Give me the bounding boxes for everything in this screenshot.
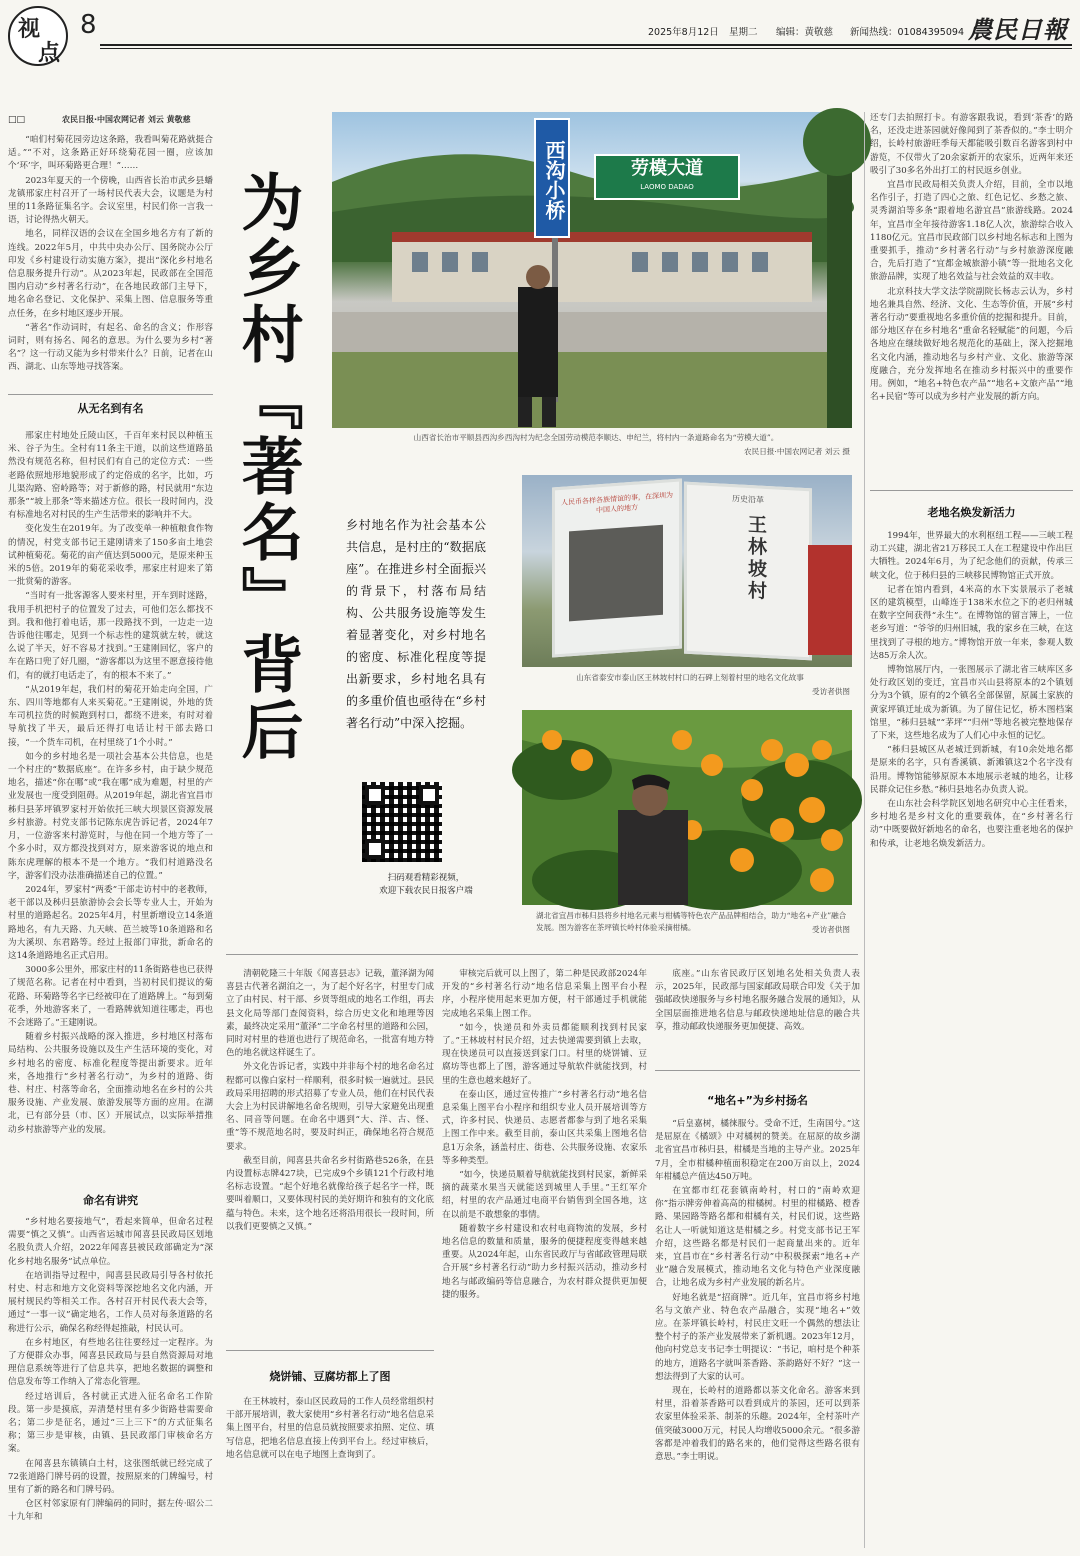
paragraph: 还专门去拍照打卡。有游客跟我说，看到‘茶香’的路名，还没走进茶园就好像闻到了茶香似的。”李士明介绍，长岭村旅游旺季每天都能吸引数百名游客到村中游览，不仅带火了20余家新开的农家乐，近两年来还吸引了30多名外出打工的村民返乡创业。 xyxy=(870,113,1073,176)
lede: 乡村地名作为社会基本公共信息，是村庄的“数据底座”。在推进乡村全面振兴的背景下，村落布局结构、公共服务设施等发生着显著变化，对乡村地名的密度、标准化程度等提出新要求，乡村地名具有的多重价值也亟待在“乡村著名行动”中深入挖掘。 xyxy=(346,518,486,730)
paragraph: “当时有一批客源客人要来村里，开车到时迷路，我用手机把村子的位置发了过去，可他们怎么都找不到。我和他打着电话，那一段路找不到，一边走一边告诉他往哪走，见到一个标志性的建筑就左转，就这么说了半天，好不容易才找到。”王建刚回忆，客户的车在路口兜了好几圈，“游客都以为这里不愿意接待他们，有的就打电话走了，有的根本不来了。” xyxy=(8,591,213,681)
body-column-4 xyxy=(655,968,860,1058)
orange-photo-caption: 湖北省宜昌市秭归县将乡村地名元素与柑橘等特色农产品品牌相结合，助力“地名+产业”融合发展。图为游客在茶坪镇长岭村体验采摘柑橘。 xyxy=(536,911,847,932)
paragraph: 外文化告诉记者，实践中并非每个村的地名命名过程都可以像白家村一样顺利，很多时候一遍就过。县民政局采用招聘的形式招募了专业人员，他们在村民代表大会上为村民讲解地名命名规则，引导大家避免出现重名、同音等问题。在命名中遇到“大、洋、古、怪、重”等不规范地名时，要及时纠正，确保地名符合规范要求。 xyxy=(226,1062,434,1152)
header-weekday: 星期二 xyxy=(729,27,758,38)
building-bg xyxy=(808,545,852,655)
body-column-4b xyxy=(655,1118,860,1548)
paragraph: 在培训指导过程中，闻喜县民政局引导各村依托村史、村志和地方文化资料等深挖地名文化内涵，开展村规民约等相关工作。各村召开村民代表大会等，通过“一事一议”确定地名，工作人员对每条道路的名称进行公示，确保名称经得起推敲，村民认可。 xyxy=(8,1270,213,1334)
sign-pinyin: LAOMO DADAO xyxy=(640,183,694,191)
page-number: 8 xyxy=(80,10,97,40)
body-column-2b xyxy=(226,1396,434,1548)
section-heading: “地名+”为乡村扬名 xyxy=(707,1094,808,1107)
orange-photo-credit: 受访者供图 xyxy=(812,925,850,934)
intro-divider xyxy=(8,394,213,395)
qr-finder xyxy=(419,785,439,805)
section-char-point: 点 xyxy=(38,40,61,66)
paragraph: 在王林坡村，泰山区民政局的工作人员经常组织村干部开展培训，教大家使用“乡村著名行动”地名信息采集上图平台，村里的信息员就按照要求拍照、定位、填写信息，把地名信息直接上传到平台上。经过审核后，地名信息就可以在电子地图上查询到了。 xyxy=(226,1397,434,1460)
paragraph: “咱们村菊花园旁边这条路，我看叫菊花路就挺合适。”“不对，这条路正好环绕菊花园一圈，应该加个‘环’字，叫环菊路更合理！”…… xyxy=(8,135,213,172)
paragraph: 随着数字乡村建设和农村电商物流的发展，乡村地名信息的数量和质量，服务的便捷程度变得越来越重要。从2024年起，山东省民政厅与省邮政管理局联合开展“乡村著名行动”助力乡村振兴活动，推动乡村地名与邮政编码等信息融合，为农村群众提供更加便捷的服务。 xyxy=(442,1223,647,1300)
byline-marker: □□ xyxy=(8,115,26,125)
qr-code[interactable] xyxy=(362,782,442,862)
header-rule xyxy=(100,44,1072,46)
header-hotline: 新闻热线：01084395094 xyxy=(850,27,964,38)
qr-caption-line: 欢迎下载农民日报客户端 xyxy=(379,886,473,896)
body-column-5b xyxy=(870,530,1073,1548)
orange-scene xyxy=(522,710,852,905)
qr-finder xyxy=(365,839,385,859)
body-column-3 xyxy=(442,968,647,1548)
street-sign-vertical: 西沟小桥 xyxy=(534,118,570,238)
paragraph: 在闻喜县东镇镇白土村，这张图纸就已经完成了72张道路门牌号码的设置，按照原来的门牌编号，村里有了新的路名和门牌号码。 xyxy=(8,1458,213,1496)
paragraph: 经过培训后，各村就正式进入征名命名工作阶段。第一步是摸底，弄清楚村里有多少街路巷需要命名；第二步是征名，通过“三上三下”的方式征集名称；第三步是审核，由镇、县民政部门审核命名方案。 xyxy=(8,1391,213,1455)
paragraph: 邢家庄村地处丘陵山区，千百年来村民以种植玉米、谷子为生。全村有11条主干道，以前这些道路虽然没有规范名称，但村民们有自己的定位方式：一些老路依照地形地貌形成了约定俗成的名字，比如，巧儿渠沟路、窑岭路等；对于新修的路，村民就用“东边那条”“坡上那条”等来描述方位。很长一段时间内，没有标准地名对村民的生产生活带来的影响并不大。 xyxy=(8,431,213,521)
section-char-view: 视 xyxy=(18,16,41,42)
paragraph: 2023年夏天的一个傍晚，山西省长治市武乡县蟠龙镇邢家庄村召开了一场村民代表大会，议题是为村里的11条路征集名字。会议室里，村民们你一言我一语，讨论得热火朝天。 xyxy=(8,175,213,226)
book-photo-credit: 受访者供图 xyxy=(812,687,850,696)
paragraph: “如今，快递员顺着导航就能找到村民家，新鲜采摘的蔬菜水果当天就能送到城里人手里。”王红军介绍，村里的农产品通过电商平台销售到全国各地，这在以前是不敢想象的事情。 xyxy=(442,1170,647,1220)
paragraph: 如今的乡村地名是一项社会基本公共信息，也是一个村庄的“数据底座”。在许多乡村，由于缺少规范地名，描述“你在哪”或“我在哪”成为难题，村里的产业发展也一度受到阻碍。从2019年起，湖北省宜昌市秭归县茅坪镇罗家村开始依托三峡大坝景区资源发展乡村旅游。村党支部书记陈东虎告诉记者，2024年7月，一位游客来村游览时，与他在同一个地方等了一个多小时，双方都没找到对方，原来游客说的地点和陈东虎理解的根本不是一个地方。“我们村道路没名字，游客们没办法准确描述自己的位置。” xyxy=(8,751,213,881)
headline: 为乡村『著名』背后 xyxy=(231,170,304,764)
paragraph: 在乡村地区，有些地名往往要经过一定程序。为了方便群众办事，闻喜县民政局与县自然资源局对地理信息系统等进行了信息共享，把地名数据的调整和信息发布等工作纳入了常态化管理。 xyxy=(8,1337,213,1388)
paragraph: 记者在馆内看到，4米高的水下实景展示了老城区的建筑模型，山峰连于138米水位之下的老归州城在数字空间获得“永生”。在博物馆的留言簿上，一位老乡写道：“爷爷的归州旧城，我的家乡在三峡，在这里找到了寻根的地方。”博物馆开放一年来，参观人数达85万余人次。 xyxy=(870,584,1073,661)
book-right-title: 王林坡村 xyxy=(745,513,767,603)
stone-book-photo xyxy=(522,475,852,667)
section-heading: 烧饼铺、豆腐坊都上了图 xyxy=(269,1370,391,1383)
paragraph: 随着乡村振兴战略的深入推进，乡村地区村落布局结构、公共服务设施以及生产生活环境的变化，对乡村地名的密度、标准化程度等提出新要求。近年来，各地推行“乡村著名行动”，为乡村的道路、街巷、村庄、村落等命名，全面推动地名在乡村的公共服务设施、产业发展、旅游发展等方面的应用。在湖北，已有部分县（市、区）开展试点，以实际举措推动乡村旅游等产业的发展。 xyxy=(8,1032,213,1135)
paragraph: “著名”作动词时，有起名、命名的含义；作形容词时，则有扬名、闻名的意思。为什么要为乡村“著名”？这一行动又能为乡村带来什么？日前，记者在山西、湖北、山东等地寻找答案。 xyxy=(8,322,213,373)
paragraph: 地名，同样汉语的会议在全国乡地名方有了新的连线。2022年5月，中共中央办公厅、国务院办公厅印发《乡村建设行动实施方案》，提出“深化乡村地名信息服务提升行动”。从2023年起，民政部在全国范围内启动“乡村著名行动”，在各地民政部门主导下，地名命名登记、文化保护、采集上图、信息服务等重点任务，在乡村地区逐步开展。 xyxy=(8,229,213,319)
column-rule xyxy=(864,112,865,1548)
paragraph: 好地名就是“招商牌”。近几年，宜昌市将乡村地名与文旅产业、特色农产品融合，实现“地名+”效应。在茶坪镇长岭村，村民庄文旺一个偶然的想法让整个村子的茶产业发展带来了新机遇。2023年12月，他向村党总支书记李士明提议：“书记，咱村是个种茶的地方，道路名字就叫茶香路、茶韵路好不好？”这一想法得到了大家的认可。 xyxy=(655,1292,860,1382)
book-right-page xyxy=(684,482,812,661)
paragraph: 3000多公里外，邢家庄村的11条街路巷也已获得了规范名称。记者在村中看到，当初村民们提议的菊花路、环菊路等名字已经被印在了道路牌上。“每到菊花季，外地游客来了，一看路牌就知道往哪走，再也不会迷路了。”王建刚说。 xyxy=(8,965,213,1028)
paragraph: 变化发生在2019年。为了改变单一种植粮食作物的情况，村党支部书记王建刚请来了150多亩土地尝试种植菊花。菊花的亩产值达到5000元，是原来种玉米的5倍。2019年的菊花采收季，邢家庄村迎来了第一批赏菊的游客。 xyxy=(8,524,213,588)
paragraph: “后皇嘉树，橘徕服兮。受命不迁，生南国兮。”这是屈原在《橘颂》中对橘树的赞美。在屈原的故乡湖北省宜昌市秭归县，柑橘是当地的主导产业。2025年7月，全市柑橘种植面积稳定在200万亩以上，2024年柑橘总产值达450万吨。 xyxy=(655,1119,860,1182)
paragraph: 底座。”山东省民政厅区划地名处相关负责人表示，2025年，民政部与国家邮政局联合印发《关于加强邮政快递服务与乡村地名服务融合发展的通知》，从全国层面推进地名信息与邮政快递地址信息的融合共享，推动邮政快递服务更加便捷、高效。 xyxy=(655,969,860,1032)
paragraph: “秭归县城区从老城迁到新城，有10余处地名都是原来的名字，只有香溪镇、新滩镇这2个名字没有沿用。博物馆能够原原本本地展示老城的地名，让移民群众记住乡愁。”秭归县地名办负责人说。 xyxy=(870,745,1073,795)
section-heading: 命名有讲究 xyxy=(83,1194,138,1207)
paragraph: 宜昌市民政局相关负责人介绍，目前，全市以地名作引子，打造了四心之旅、红色记忆、乡愁之旅、灵秀湖泊等多条“跟着地名游宜昌”旅游线路。2024年，宜昌市全年接待游客1.18亿人次，旅游综合收入1180亿元。宜昌市民政部门以乡村地名标志和上图为重要抓手，推动“乡村著名行动”与乡村旅游深度融合，先后打造了“宜都金城旅游小镇”等一批地名文化旅游品牌，实现了地名效益与社会效益的双丰收。 xyxy=(870,180,1073,283)
book-left-panel xyxy=(569,525,663,622)
qr-caption xyxy=(346,872,506,898)
header-rule-thin xyxy=(100,48,1072,49)
book-photo-caption: 山东省泰安市泰山区王林坡村村口的石碑上刻着村里的地名文化故事 xyxy=(576,673,804,682)
paragraph: 北京科技大学文法学院副院长杨志云认为，乡村地名兼具自然、经济、文化、生态等价值，开展“乡村著名行动”要重视地名多重价值的挖掘和提升。目前，部分地区存在乡村地名“重命名轻赋能”的问题，今后各地应在继续做好地名规范化的基础上，深入挖掘地名文化内涵，推动地名与乡村产业、文化、旅游等深度融合，充分发挥地名在推动乡村振兴中的重要作用。例如，“地名+特色农产品”“地名+文旅产品”“地名+民宿”等可以成为乡村产业发展的新方向。 xyxy=(870,286,1073,403)
paragraph: “从2019年起，我们村的菊花开始走向全国，广东、四川等地都有人来买菊花。”王建刚说，外地的货车司机拉货的时候跑到村口，都绕不进来，有时对着导航找了半天，最后还得打电话让村干部去路口接，“一个货车司机，在村里绕了1个小时。” xyxy=(8,684,213,748)
paragraph: 仓区村邻家原有门牌编码的同时，据左传·昭公二十九年和 xyxy=(8,1499,213,1523)
paragraph: 审核完后就可以上图了，第二种是民政部2024年开发的“乡村著名行动”地名信息采集上图平台小程序，小程序使用起来更加方便，村干部通过手机就能完成地名采集上图工作。 xyxy=(442,969,647,1019)
body-column-2 xyxy=(226,968,434,1268)
paragraph: 清朝乾隆三十年版《闻喜县志》记载，董泽湖为闻喜县古代著名湖泊之一，为了起个好名字，村里专门成立了由村民、村干部、乡贤等组成的地名工作组，再去县文化局等部门查阅资料，综合历史文化和地理等因素，最终决定采用“董泽”二字命名村里的道路和公园，同时对村里的巷道也进行了规范命名，一批富有地方特色的地名就这样诞生了。 xyxy=(226,969,434,1059)
section-heading: 老地名焕发新活力 xyxy=(927,506,1016,519)
section-heading: 从无名到有名 xyxy=(77,402,144,415)
street-sign-horizontal xyxy=(594,154,740,200)
main-photo-credit: 农民日报·中国农网记者 刘云 摄 xyxy=(744,447,850,456)
paragraph: 截至目前，闻喜县共命名乡村街路巷526条，在县内设置标志牌427块，已完成9个乡镇121个行政村地名标志设置。“起个好地名就像给孩子起名字一样，既要叫着顺口，又要体现村民的美好期许和独有的文化底蕴与特色。未来，这个地名还将沿用很长一段时间，所以我们更要慎之又慎。” xyxy=(226,1155,434,1232)
section-divider xyxy=(226,1350,434,1351)
book-left-title: 人民币各样各族情谊的事，在深圳为中国人的地方 xyxy=(561,491,673,515)
paragraph: 在泰山区，通过宣传推广“乡村著名行动”地名信息采集上图平台小程序和组织专业人员开展培训等方式，许多村民、快递员、志愿者都参与到了地名采集上图工作中来。截至目前，泰山区共采集上图地名信息1万余条，涵盖村庄、街巷、公共服务设施、农家乐等多种类型。 xyxy=(442,1089,647,1166)
body-column-5 xyxy=(870,112,1073,482)
section-divider xyxy=(870,490,1073,491)
book-right-heading: 历史沿革 xyxy=(732,494,764,505)
main-photo-caption: 山西省长治市平顺县西沟乡西沟村为纪念全国劳动模范李顺达、申纪兰，将村内一条道路命名为“劳模大道”。 xyxy=(413,433,779,442)
masthead-logo: 農民日報 xyxy=(968,15,1068,44)
photo-scene xyxy=(332,112,852,428)
qr-finder xyxy=(365,785,385,805)
paragraph: 在山东社会科学院区划地名研究中心主任看来，乡村地名是乡村文化的重要载体，在“乡村著名行动”中既要做好新地名的命名，也要注重老地名的保护和传承，让老地名焕发新活力。 xyxy=(870,799,1073,849)
book-left-page xyxy=(552,478,682,657)
paragraph: “乡村地名要接地气”，看起来简单，但命名过程需要“慎之又慎”。山西省运城市闻喜县民政局区划地名股负责人介绍，2022年闻喜县被民政部确定为“深化乡村地名服务”试点单位。 xyxy=(8,1217,213,1267)
intro-column xyxy=(8,134,213,374)
paragraph: 现在，长岭村的道路都以茶文化命名。游客来到村里，沿着茶香路可以看到成片的茶园，还可以到茶农家里体验采茶、制茶的乐趣。2024年，全村茶叶产值突破3000万元，村民人均增收5000余元。“很多游客都是冲着我们的路名来的，他们觉得这些路名很有意思。”李士明说。 xyxy=(655,1386,860,1463)
qr-caption-line: 扫码观看精彩视频， xyxy=(387,873,465,883)
paragraph: 在宜都市红花套镇南岭村，村口的“南岭欢迎你”指示牌旁伸着高高的柑橘树。村里的柑橘路、橙香路、果园路等路名都和柑橘有关，村民们说，这些路名让人一听就知道这是柑橘之乡。村党支部书记王军介绍，这些路名都是村民们一起商量出来的。近年来，宜昌市在“乡村著名行动”中积极探索“地名+产业”融合发展模式，推动地名文化与特色产业深度融合，让地名成为乡村产业发展的新名片。 xyxy=(655,1186,860,1289)
main-photo xyxy=(332,112,852,428)
body-column-1 xyxy=(8,430,213,1135)
paragraph: 2024年，罗家村“两委”干部走访村中的老教师，老干部以及秭归县旅游协会会长等专业人士，开始为村里的道路起名。2025年4月，村里新增设立14条道路地名，有九天路、九天峡、芭兰坡等10条道路和名为大溪坝、东君路等。经过上报部门审批，新命名的这14条道路地名正式启用。 xyxy=(8,884,213,961)
sign-main-text: 劳模大道 xyxy=(631,158,703,179)
orange-photo xyxy=(522,710,852,905)
paragraph: 1994年，世界最大的水利枢纽工程——三峡工程动工兴建，湖北省21万移民工人在工程建设中作出巨大牺牲。2024年6月，为了纪念他们的贡献，传承三峡文化，位于秭归县的三峡移民博物馆正式开放。 xyxy=(870,531,1073,581)
byline: 农民日报·中国农网记者 刘云 黄敬慈 xyxy=(62,115,191,124)
paragraph: 博物馆展厅内，一张图展示了湖北省三峡库区多处行政区划的变迁，宜昌市兴山县将原本的2个镇划分为3个镇，原有的2个镇名全部保留，原属土家族的黄家坪镇迁址成为新镇。为了留住记忆，桥木图档案馆里，“秭归县城”“茅坪”“归州”等地名被完整地保存了下来，这些地名成为了人们心中永恒的记忆。 xyxy=(870,665,1073,742)
section-divider xyxy=(655,1070,860,1071)
header-editor: 编辑：黄敬慈 xyxy=(776,27,834,38)
paragraph: “如今，快递员和外卖员都能顺利找到村民家了。”王林坡村村民介绍，过去快递需要到镇上去取，现在快递员可以直接送到家门口。村里的烧饼铺、豆腐坊等也都上了图，游客通过导航软件就能找到，村里的生意也越来越好了。 xyxy=(442,1022,647,1086)
mid-divider xyxy=(226,954,858,955)
body-column-1b xyxy=(8,1216,213,1548)
header-date: 2025年8月12日 xyxy=(648,27,719,38)
